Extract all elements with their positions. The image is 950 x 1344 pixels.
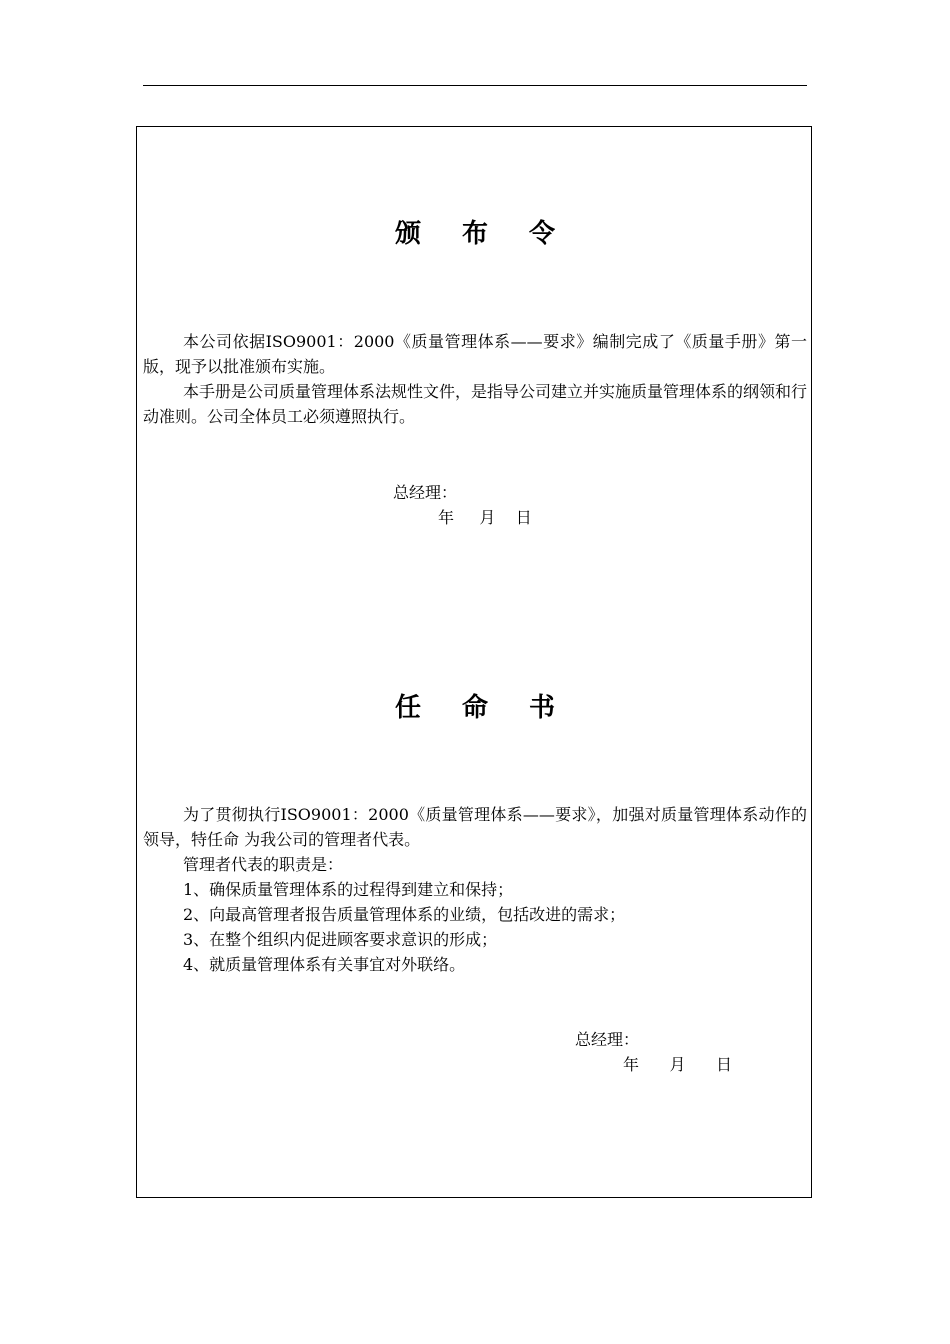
duty-item-3: 3、在整个组织内促进顾客要求意识的形成； xyxy=(183,930,498,949)
appointment-signature-label: 总经理： xyxy=(575,1030,640,1049)
duty-item-4: 4、就质量管理体系有关事宜对外联络。 xyxy=(183,955,466,974)
appointment-date-line: 年 月 日 xyxy=(623,1055,733,1074)
decree-date-line: 年 月 日 xyxy=(438,508,532,527)
document-frame xyxy=(136,126,812,1198)
duty-item-2: 2、向最高管理者报告质量管理体系的业绩，包括改进的需求； xyxy=(183,905,626,924)
appointment-title: 任 命 书 xyxy=(394,693,572,723)
decree-paragraph-1: 本公司依据ISO9001：2000《质量管理体系——要求》编制完成了《质量手册》第一版，现予以批准颁布实施。 xyxy=(143,332,807,376)
appointment-paragraph-1: 为了贯彻执行ISO9001：2000《质量管理体系——要求》，加强对质量管理体系动作的领导，特任命 为我公司的管理者代表。 xyxy=(143,805,807,849)
duties-heading: 管理者代表的职责是： xyxy=(183,855,344,874)
decree-signature-label: 总经理： xyxy=(393,483,458,502)
decree-paragraph-2: 本手册是公司质量管理体系法规性文件，是指导公司建立并实施质量管理体系的纲领和行动准则。公司全体员工必须遵照执行。 xyxy=(143,382,808,426)
duty-item-1: 1、确保质量管理体系的过程得到建立和保持； xyxy=(183,880,514,899)
header-rule xyxy=(143,85,807,86)
decree-title: 颁 布 令 xyxy=(394,219,572,249)
